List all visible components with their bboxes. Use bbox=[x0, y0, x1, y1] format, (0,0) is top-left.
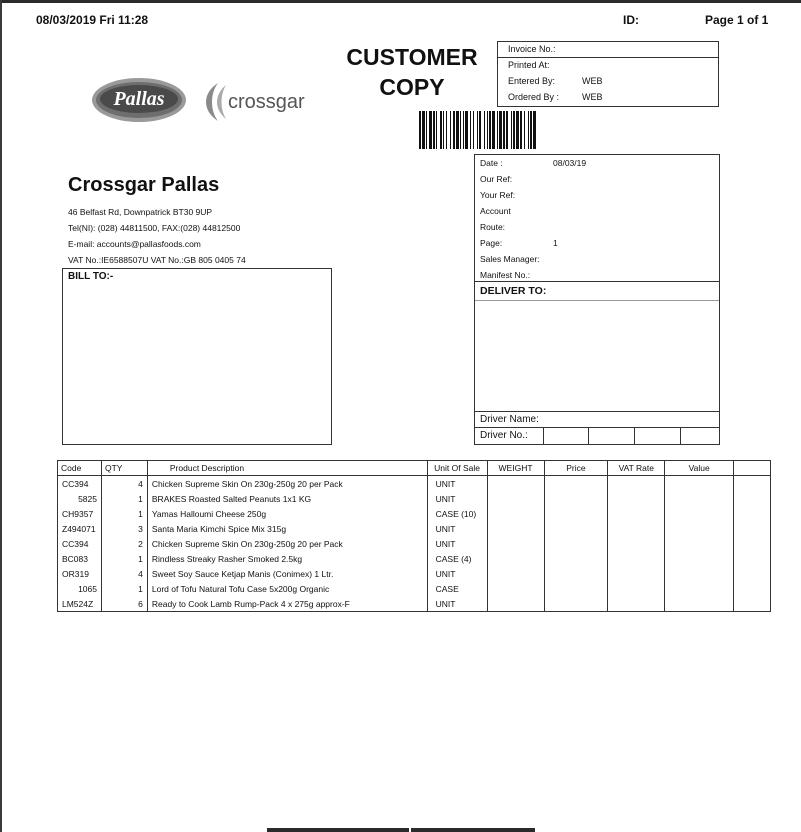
cell-description: Chicken Supreme Skin On 230g-250g 20 per Pack bbox=[147, 476, 427, 492]
cell-qty: 1 bbox=[101, 581, 147, 596]
cell-qty: 4 bbox=[101, 566, 147, 581]
cell-unit-of-sale: UNIT bbox=[427, 536, 487, 551]
table-row bbox=[58, 491, 771, 506]
company-address: 46 Belfast Rd, Downpatrick BT30 9UP bbox=[68, 207, 213, 217]
invoice-info-divider bbox=[498, 57, 718, 58]
cell-extra bbox=[734, 566, 771, 581]
ordered-by-value: WEB bbox=[582, 92, 603, 102]
cell-code: CH9357 bbox=[58, 506, 102, 521]
cell-extra bbox=[734, 476, 771, 492]
cell-qty: 1 bbox=[101, 506, 147, 521]
cell-value bbox=[665, 596, 734, 612]
col-code: Code bbox=[58, 461, 102, 476]
col-extra bbox=[734, 461, 771, 476]
customer-copy-heading bbox=[332, 42, 492, 102]
table-row bbox=[58, 521, 771, 536]
page-count: Page 1 of 1 bbox=[705, 13, 769, 27]
cell-price bbox=[544, 476, 608, 492]
cell-description: Sweet Soy Sauce Ketjap Manis (Conimex) 1 Ltr. bbox=[147, 566, 427, 581]
driver-divider bbox=[475, 427, 719, 428]
cell-unit-of-sale: UNIT bbox=[427, 476, 487, 492]
cell-code: BC083 bbox=[58, 551, 102, 566]
company-email: E-mail: accounts@pallasfoods.com bbox=[68, 239, 201, 249]
col-qty: QTY bbox=[101, 461, 147, 476]
cell-qty: 6 bbox=[101, 596, 147, 612]
entered-by-value: WEB bbox=[582, 76, 603, 86]
cell-vat-rate bbox=[608, 491, 665, 506]
cell-code: 5825 bbox=[58, 491, 102, 506]
cell-unit-of-sale: UNIT bbox=[427, 491, 487, 506]
cell-vat-rate bbox=[608, 581, 665, 596]
crossgar-logo bbox=[200, 75, 315, 125]
table-row bbox=[58, 506, 771, 521]
cell-vat-rate bbox=[608, 521, 665, 536]
taskbar-segment bbox=[411, 828, 535, 832]
taskbar-segment bbox=[267, 828, 409, 832]
table-row bbox=[58, 596, 771, 612]
ordered-by-label: Ordered By : bbox=[508, 92, 560, 102]
cell-extra bbox=[734, 521, 771, 536]
table-header-row bbox=[58, 461, 771, 476]
ref-page-value: 1 bbox=[553, 238, 558, 248]
cell-code: LM524Z bbox=[58, 596, 102, 612]
cell-description: Ready to Cook Lamb Rump-Pack 4 x 275g approx-F bbox=[147, 596, 427, 612]
cell-price bbox=[544, 536, 608, 551]
company-name: Crossgar Pallas bbox=[68, 174, 220, 196]
invoice-no-label: Invoice No.: bbox=[508, 44, 556, 54]
cell-weight bbox=[487, 491, 544, 506]
col-vat-rate: VAT Rate bbox=[608, 461, 665, 476]
table-row bbox=[58, 566, 771, 581]
cell-code: Z494071 bbox=[58, 521, 102, 536]
pallas-logo bbox=[90, 73, 188, 125]
svg-text:Pallas: Pallas bbox=[113, 88, 165, 110]
ref-page-label: Page: bbox=[480, 238, 503, 248]
cell-value bbox=[665, 506, 734, 521]
col-value: Value bbox=[665, 461, 734, 476]
driver-no-cell-divider bbox=[588, 428, 589, 444]
table-row bbox=[58, 536, 771, 551]
cell-value bbox=[665, 521, 734, 536]
col-description: Product Description bbox=[147, 461, 427, 476]
cell-description: Santa Maria Kimchi Spice Mix 315g bbox=[147, 521, 427, 536]
cell-weight bbox=[487, 476, 544, 492]
cell-code: OR319 bbox=[58, 566, 102, 581]
cell-extra bbox=[734, 596, 771, 612]
ref-our-ref: Our Ref: bbox=[480, 174, 513, 184]
cell-weight bbox=[487, 596, 544, 612]
cell-code: 1065 bbox=[58, 581, 102, 596]
window-left-edge bbox=[0, 0, 2, 832]
ref-route: Route: bbox=[480, 222, 506, 232]
cell-price bbox=[544, 566, 608, 581]
cell-price bbox=[544, 506, 608, 521]
driver-name-label: Driver Name: bbox=[480, 414, 539, 425]
cell-price bbox=[544, 521, 608, 536]
cell-vat-rate bbox=[608, 566, 665, 581]
driver-no-cell-divider bbox=[543, 428, 544, 444]
driver-box bbox=[474, 411, 720, 445]
cell-weight bbox=[487, 581, 544, 596]
cell-extra bbox=[734, 506, 771, 521]
cell-qty: 3 bbox=[101, 521, 147, 536]
ref-date-label: Date : bbox=[480, 158, 503, 168]
table-row bbox=[58, 476, 771, 492]
barcode bbox=[419, 111, 689, 149]
deliver-to-label: DELIVER TO: bbox=[480, 285, 547, 297]
cell-extra bbox=[734, 551, 771, 566]
customer-copy-line-2: COPY bbox=[379, 74, 445, 100]
ref-account: Account bbox=[480, 206, 511, 216]
cell-price bbox=[544, 596, 608, 612]
cell-unit-of-sale: CASE (4) bbox=[427, 551, 487, 566]
cell-weight bbox=[487, 566, 544, 581]
cell-qty: 2 bbox=[101, 536, 147, 551]
cell-extra bbox=[734, 491, 771, 506]
company-vat: VAT No.:IE6588507U VAT No.:GB 805 0405 74 bbox=[68, 255, 246, 265]
cell-value bbox=[665, 536, 734, 551]
cell-unit-of-sale: UNIT bbox=[427, 566, 487, 581]
cell-value bbox=[665, 551, 734, 566]
cell-vat-rate bbox=[608, 536, 665, 551]
col-weight: WEIGHT bbox=[487, 461, 544, 476]
items-table bbox=[57, 460, 771, 612]
window-top-bar bbox=[0, 0, 801, 3]
cell-price bbox=[544, 491, 608, 506]
cell-description: BRAKES Roasted Salted Peanuts 1x1 KG bbox=[147, 491, 427, 506]
ref-your-ref: Your Ref: bbox=[480, 190, 516, 200]
ref-manifest: Manifest No.: bbox=[480, 270, 531, 280]
table-row bbox=[58, 581, 771, 596]
cell-weight bbox=[487, 506, 544, 521]
reference-box bbox=[474, 154, 720, 282]
cell-description: Chicken Supreme Skin On 230g-250g 20 per Pack bbox=[147, 536, 427, 551]
company-phone: Tel(NI): (028) 44811500, FAX:(028) 44812500 bbox=[68, 223, 241, 233]
ref-sales-manager: Sales Manager: bbox=[480, 254, 540, 264]
cell-description: Rindless Streaky Rasher Smoked 2.5kg bbox=[147, 551, 427, 566]
cell-unit-of-sale: UNIT bbox=[427, 596, 487, 612]
print-date: 08/03/2019 Fri 11:28 bbox=[36, 13, 149, 27]
cell-description: Yamas Halloumi Cheese 250g bbox=[147, 506, 427, 521]
cell-vat-rate bbox=[608, 506, 665, 521]
deliver-to-divider bbox=[475, 300, 719, 301]
cell-code: CC394 bbox=[58, 536, 102, 551]
table-row bbox=[58, 551, 771, 566]
cell-value bbox=[665, 566, 734, 581]
col-price: Price bbox=[544, 461, 608, 476]
ref-date-value: 08/03/19 bbox=[553, 158, 587, 168]
printed-at-label: Printed At: bbox=[508, 60, 550, 70]
cell-extra bbox=[734, 536, 771, 551]
id-label: ID: bbox=[623, 13, 639, 27]
invoice-info-box bbox=[497, 41, 719, 107]
cell-unit-of-sale: CASE (10) bbox=[427, 506, 487, 521]
cell-value bbox=[665, 491, 734, 506]
driver-no-cell-divider bbox=[680, 428, 681, 444]
cell-qty: 4 bbox=[101, 476, 147, 492]
cell-weight bbox=[487, 536, 544, 551]
cell-vat-rate bbox=[608, 476, 665, 492]
cell-weight bbox=[487, 521, 544, 536]
customer-copy-line-1: CUSTOMER bbox=[346, 44, 478, 70]
cell-unit-of-sale: CASE bbox=[427, 581, 487, 596]
svg-text:crossgar: crossgar bbox=[228, 91, 305, 113]
bill-to-label: BILL TO:- bbox=[68, 271, 114, 282]
col-unit-of-sale: Unit Of Sale bbox=[427, 461, 487, 476]
cell-weight bbox=[487, 551, 544, 566]
cell-vat-rate bbox=[608, 551, 665, 566]
cell-price bbox=[544, 581, 608, 596]
cell-extra bbox=[734, 581, 771, 596]
cell-unit-of-sale: UNIT bbox=[427, 521, 487, 536]
driver-no-label: Driver No.: bbox=[480, 430, 528, 441]
cell-value bbox=[665, 476, 734, 492]
cell-value bbox=[665, 581, 734, 596]
cell-price bbox=[544, 551, 608, 566]
cell-code: CC394 bbox=[58, 476, 102, 492]
deliver-to-box bbox=[474, 281, 720, 412]
cell-qty: 1 bbox=[101, 551, 147, 566]
driver-no-cell-divider bbox=[634, 428, 635, 444]
entered-by-label: Entered By: bbox=[508, 76, 556, 86]
bill-to-box bbox=[62, 268, 332, 445]
cell-vat-rate bbox=[608, 596, 665, 612]
cell-qty: 1 bbox=[101, 491, 147, 506]
cell-description: Lord of Tofu Natural Tofu Case 5x200g Organic bbox=[147, 581, 427, 596]
